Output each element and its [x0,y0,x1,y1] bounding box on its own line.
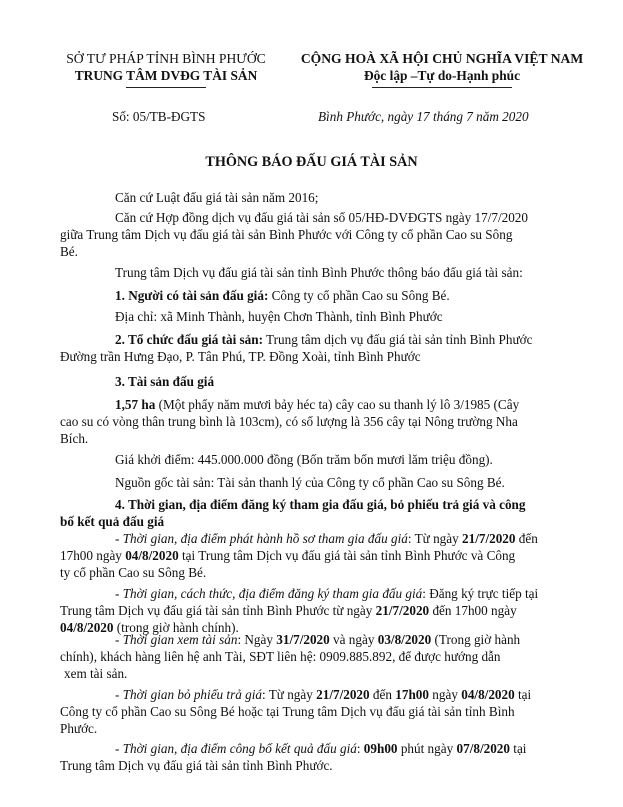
p3-text: chính), khách hàng liên hệ anh Tài, SĐT liên hệ: 0909.885.892, để được hướng dẫn [60,649,501,664]
p2-text: (trong giờ hành chính). [113,620,239,635]
p3-label: - Thời gian xem tài sản [115,632,238,647]
section-1-value: Công ty cổ phần Cao su Sông Bé. [268,288,450,303]
schedule-viewing [60,631,568,682]
asset-desc-line1: (Một phẩy năm mươi bảy héc ta) cây cao su thanh lý lô 3/1985 (Cây [155,397,520,412]
page-title: THÔNG BÁO ĐẤU GIÁ TÀI SẢN [205,154,418,170]
section-3-heading: 3. Tài sản đấu giá [115,374,215,389]
org-parent-name: SỞ TƯ PHÁP TỈNH BÌNH PHƯỚC [66,51,266,66]
p5-label: - Thời gian, địa điểm công bố kết quả đấu giá [115,741,357,756]
p3-text: : Ngày [237,632,277,647]
p2-label: - Thời gian, cách thức, địa điểm đăng ký tham gia đấu giá [115,586,423,601]
p2-text: : Đăng ký trực tiếp tại [422,586,539,601]
motto-underline [372,87,512,88]
asset-origin: Nguồn gốc tài sản: Tài sản thanh lý của Công ty cổ phần Cao su Sông Bé. [115,475,505,490]
section-2-address: Đường trần Hưng Đạo, P. Tân Phú, TP. Đồng Xoài, tỉnh Bình Phước [60,349,421,364]
p1-label: - Thời gian, địa điểm phát hành hồ sơ tham gia đấu giá [115,531,408,546]
national-motto [292,50,592,84]
p1-text: 17h00 ngày [60,548,126,563]
schedule-results [60,740,568,774]
section-1-owner [115,287,450,304]
motto: Độc lập –Tự do-Hạnh phúc [363,68,521,83]
org-underline [126,87,206,88]
p5-text: Trung tâm Dịch vụ đấu giá tài sản tỉnh Bình Phước. [60,758,333,773]
section-1-label: 1. Người có tài sản đấu giá: [115,288,269,303]
nation-name: CỘNG HOÀ XÃ HỘI CHỦ NGHĨA VIỆT NAM [300,51,584,66]
section-4-heading [60,496,568,530]
p1-date-end: 04/8/2020 [125,548,179,563]
section-4-heading-line2: bố kết quả đấu giá [60,514,165,529]
p4-text: ngày [428,687,462,702]
schedule-document-issue [60,530,568,581]
section-4-heading-line1: 4. Thời gian, địa điểm đăng ký tham gia đấu giá, bỏ phiếu trả giá và công [115,497,526,512]
p5-date: 07/8/2020 [456,741,510,756]
p4-text: Phước. [60,721,98,736]
asset-area: 1,57 ha [115,397,156,412]
p2-text: đến 17h00 ngày [429,603,517,618]
p1-text: đến [515,531,538,546]
section-2-organizer [115,331,532,348]
document-number: Số: 05/TB-ĐGTS [112,109,206,124]
p2-date-start: 21/7/2020 [375,603,430,618]
p4-text: Công ty cổ phần Cao su Sông Bé hoặc tại Trung tâm Dịch vụ đấu giá tài sản tỉnh Bình [60,704,515,719]
p3-text: xem tài sản. [64,666,128,681]
p3-text: (Trong giờ hành [431,632,521,647]
issuing-organization [56,50,276,84]
section-3-description [60,396,568,447]
basis-contract [60,209,568,260]
p4-time-end: 17h00 [395,687,429,702]
intro-text: Trung tâm Dịch vụ đấu giá tài sản tỉnh Bình Phước thông báo đấu giá tài sản: [115,265,523,280]
org-unit-name: TRUNG TÂM DVĐG TÀI SẢN [74,68,258,83]
p5-text: tại [509,741,527,756]
p5-text: : [356,741,364,756]
basis-law: Căn cứ Luật đấu giá tài sản năm 2016; [115,190,319,205]
basis-contract-line2: giữa Trung tâm Dịch vụ đấu giá tài sản Bình Phước với Công ty cổ phần Cao su Sông [60,227,513,242]
p1-text: tại Trung tâm Dịch vụ đấu giá tài sản tỉnh Bình Phước và Công [178,548,516,563]
p2-date-end: 04/8/2020 [60,620,114,635]
basis-contract-line1: Căn cứ Hợp đồng dịch vụ đấu giá tài sản số 05/HĐ-DVĐGTS ngày 17/7/2020 [115,210,528,225]
p1-text: ty cổ phần Cao su Sông Bé. [60,565,207,580]
schedule-bidding [60,686,568,737]
asset-desc-line3: Bích. [60,431,89,446]
basis-contract-line3: Bé. [60,244,78,259]
p4-date-start: 21/7/2020 [316,687,370,702]
p2-text: Trung tâm Dịch vụ đấu giá tài sản tỉnh Bình Phước từ ngày [60,603,376,618]
p3-date-2: 03/8/2020 [377,632,432,647]
p4-text: tại [514,687,532,702]
section-1-address: Địa chỉ: xã Minh Thành, huyện Chơn Thành, tỉnh Bình Phước [115,309,443,324]
schedule-registration [60,585,568,636]
asset-desc-line2: cao su có vòng thân trung bình là 103cm), có số lượng là 356 cây tại Nông trường Nha [60,414,518,429]
section-2-label: 2. Tổ chức đấu giá tài sản: [115,332,263,347]
p1-date-start: 21/7/2020 [462,531,516,546]
p5-time: 09h00 [363,741,398,756]
p4-text: đến [369,687,396,702]
p4-label: - Thời gian bỏ phiếu trả giá [115,687,262,702]
place-and-date: Bình Phước, ngày 17 tháng 7 năm 2020 [318,109,529,124]
p4-text: : Từ ngày [261,687,317,702]
p1-text: : Từ ngày [407,531,463,546]
p5-text: phút ngày [397,741,457,756]
p4-date-end: 04/8/2020 [461,687,515,702]
section-2-value: Trung tâm dịch vụ đấu giá tài sản tỉnh Bình Phước [263,332,533,347]
starting-price: Giá khởi điểm: 445.000.000 đồng (Bốn trăm bốn mươi lăm triệu đồng). [115,452,493,467]
p3-text: và ngày [329,632,378,647]
p3-date-1: 31/7/2020 [276,632,330,647]
